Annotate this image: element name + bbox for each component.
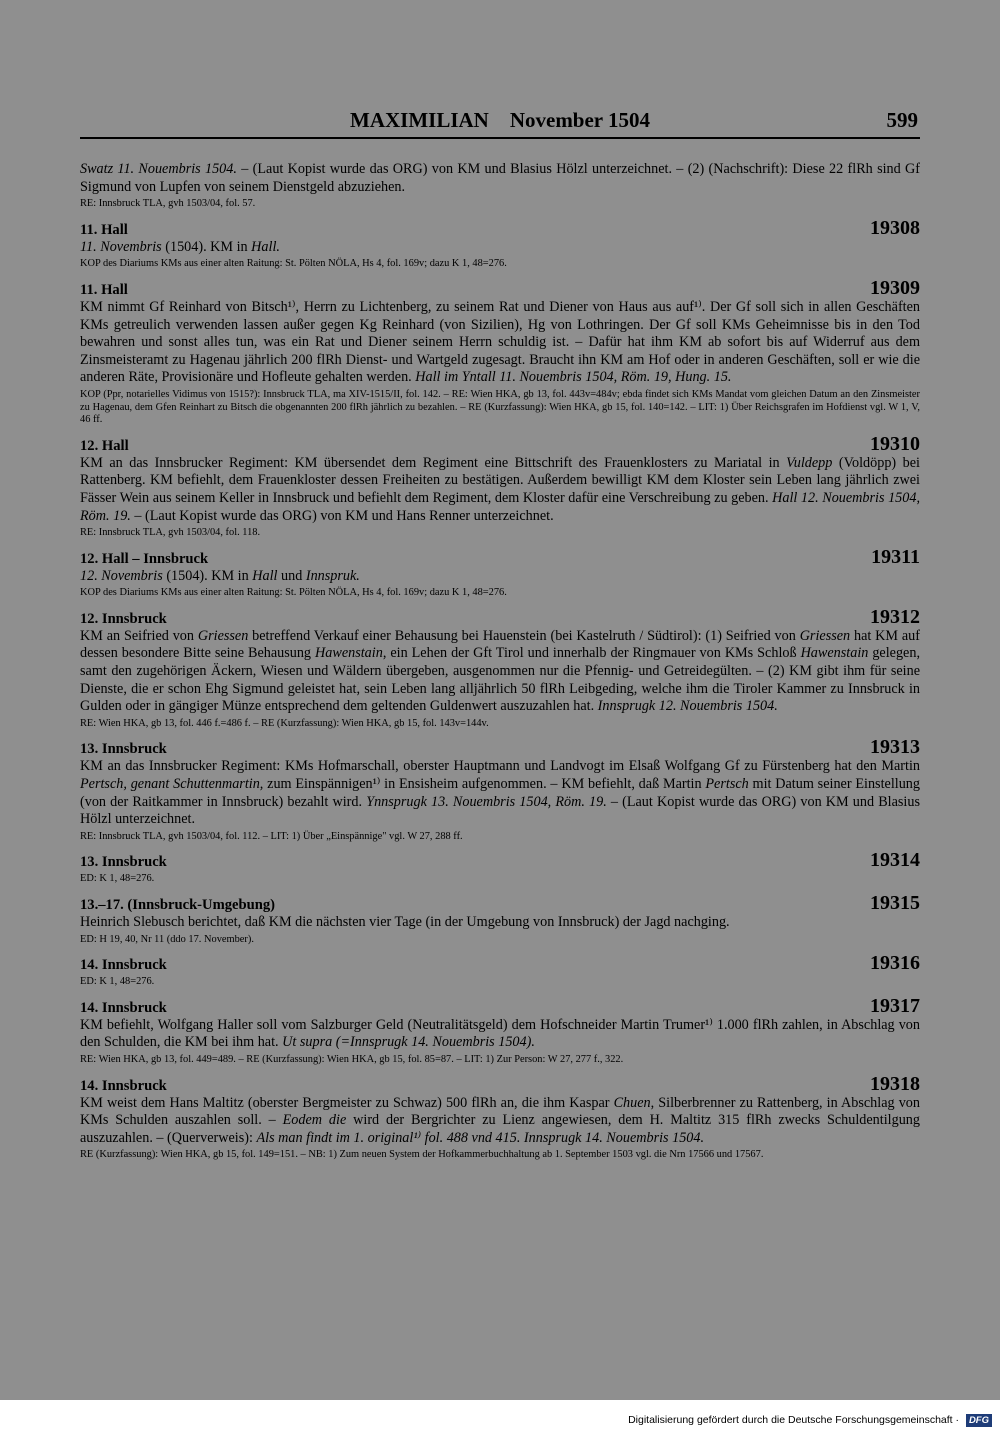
regest-entry bbox=[80, 432, 920, 540]
entry-source: KOP (Ppr, notarielles Vidimus von 1515?): Innsbruck TLA, ma XIV-1515/II, fol. 142. – RE: Wien HKA, gb 13, fol. 443v=484v; ebda findet sich KMs Mandat vom gleichen Datum an den Zinsmeister zu Hagenau, dem Gfen Reinhart zu Bitsch die obgenannten 200 flRh jährlich zu bezahlen. – RE (Kurzfassung): Wien HKA, gb 15, fol. 140=142. – LIT: 1) Über Reichsgrafen im Hofdienst vgl. W 1, V, 46 ff. bbox=[80, 388, 920, 426]
page-title: MAXIMILIAN November 1504 bbox=[350, 108, 650, 132]
text-run: KM weist dem Hans Maltitz (oberster Bergmeister zu Schwaz) 500 flRh an, die ihm Kaspar bbox=[80, 1094, 614, 1111]
text-run: und bbox=[277, 567, 306, 584]
entry-heading bbox=[80, 605, 920, 628]
entry-date-place: 14. Innsbruck bbox=[80, 957, 167, 974]
text-run: KM an Seifried von bbox=[80, 627, 198, 644]
text-run: (Voldöpp) bei Rattenberg. KM befiehlt, dem Frauenkloster dessen Freiheiten zu bestätigen. Außerdem bewilligt KM dem Kloster sein Leben lang jährlich zwei Fässer Wein aus seinem Keller in Innsbruck und befiehlt dem Regiment, dem Kloster dafür eine Verschreibung zu geben. bbox=[80, 454, 920, 506]
entry-number: 19311 bbox=[871, 545, 920, 568]
text-run: – (Laut Kopist wurde das ORG) von KM und Blasius Hölzl unterzeichnet. bbox=[80, 793, 920, 828]
entry-source: RE: Wien HKA, gb 13, fol. 446 f.=486 f. – RE (Kurzfassung): Wien HKA, gb 15, fol. 143v=144v. bbox=[80, 717, 489, 729]
entry-source: ED: H 19, 40, Nr 11 (ddo 17. November). bbox=[80, 933, 254, 945]
entry-heading bbox=[80, 851, 920, 871]
text-run: – (Laut Kopist wurde das ORG) von KM und Blasius Hölzl unterzeichnet. – (2) (Nachschrift): Diese 22 flRh sind Gf Sigmund von Lupfen von seinem Dienstgeld abzuziehen. bbox=[80, 161, 920, 195]
entry-source: KOP des Diariums KMs aus einer alten Raitung: St. Pölten NÖLA, Hs 4, fol. 169v; dazu K 1, 48=276. bbox=[80, 258, 507, 270]
entry-source: RE: Innsbruck TLA, gvh 1503/04, fol. 112. – LIT: 1) Über „Einspännige" vgl. W 27, 288 ff. bbox=[80, 830, 463, 842]
entry-heading bbox=[80, 216, 920, 239]
text-run: mit Datum seiner Einstellung (von der Raitkammer in Innsbruck) bezahlt wird. bbox=[80, 776, 920, 810]
entry-text bbox=[80, 455, 920, 525]
entry-number: 19309 bbox=[870, 276, 920, 299]
entry-date-place: 13. Innsbruck bbox=[80, 741, 167, 758]
text-run: zum Einspännigen¹⁾ in Ensisheim aufgenommen. – KM befiehlt, daß Martin bbox=[263, 776, 706, 793]
entry-number: 19317 bbox=[870, 994, 920, 1017]
entry-heading bbox=[80, 954, 920, 974]
text-run: (1504). KM in bbox=[162, 567, 253, 584]
text-run: (1504). KM in bbox=[161, 238, 252, 255]
italic-text-run: Pertsch, genant Schuttenmartin, bbox=[80, 776, 264, 793]
entry-heading bbox=[80, 738, 920, 758]
italic-text-run: Ut supra (=Innsprugk 14. Nouembris 1504). bbox=[282, 1034, 535, 1051]
italic-text-run: Hall 12. Nouembris 1504, Röm. 19. bbox=[80, 489, 920, 524]
italic-text-run: Hawenstain bbox=[800, 645, 869, 662]
regest-entry bbox=[80, 216, 920, 271]
italic-text-run: Chuen bbox=[613, 1094, 651, 1111]
regest-entry bbox=[80, 954, 920, 989]
entry-number: 19318 bbox=[870, 1072, 920, 1095]
entry-text bbox=[80, 758, 920, 828]
text-run: KM an das Innsbrucker Regiment: KM übersendet dem Regiment eine Bittschrift des Frauenklosters zu Mariatal in bbox=[80, 454, 787, 471]
entry-text bbox=[80, 568, 920, 586]
regest-entry bbox=[80, 894, 920, 946]
regesta-list bbox=[80, 161, 920, 1162]
entry-date-place: 12. Hall – Innsbruck bbox=[80, 550, 209, 567]
entry-number: 19308 bbox=[870, 216, 920, 239]
entry-date-place: 14. Innsbruck bbox=[80, 1077, 167, 1094]
entry-date-place: 11. Hall bbox=[80, 221, 128, 238]
italic-text-run: Pertsch bbox=[705, 776, 749, 793]
entry-heading bbox=[80, 432, 920, 455]
italic-text-run: Swatz 11. Nouembris 1504. bbox=[80, 161, 237, 177]
intro-continuation bbox=[80, 161, 920, 211]
entry-number: 19315 bbox=[870, 892, 920, 914]
text-run: KM an das Innsbrucker Regiment: KMs Hofmarschall, oberster Hauptmann und Landvogt im Elsaß Wolfgang Gf zu Fürstenberg hat den Martin bbox=[80, 758, 920, 775]
italic-text-run: Griessen bbox=[799, 627, 851, 644]
intro-text bbox=[80, 161, 920, 196]
italic-text-run: Hall bbox=[252, 567, 278, 584]
italic-text-run: Ynnsprugk 13. Nouembris 1504, Röm. 19. bbox=[366, 793, 607, 810]
entry-text bbox=[80, 299, 920, 387]
entry-number: 19313 bbox=[870, 736, 920, 759]
entry-heading bbox=[80, 1072, 920, 1095]
italic-text-run: Griessen bbox=[197, 627, 249, 644]
text-run: Heinrich Slebusch berichtet, daß KM die nächsten vier Tage (in der Umgebung von Innsbruck) der Jagd nachging. bbox=[80, 914, 730, 930]
entry-date-place: 13. Innsbruck bbox=[80, 854, 167, 871]
entry-source: RE: Innsbruck TLA, gvh 1503/04, fol. 118. bbox=[80, 527, 261, 539]
entry-heading bbox=[80, 894, 920, 914]
entry-date-place: 14. Innsbruck bbox=[80, 999, 167, 1016]
page-header bbox=[80, 108, 920, 138]
entry-number: 19312 bbox=[870, 605, 920, 628]
regest-entry bbox=[80, 994, 920, 1067]
italic-text-run: Innsprugk 12. Nouembris 1504. bbox=[597, 698, 778, 715]
entry-text bbox=[80, 239, 920, 257]
entry-source: RE (Kurzfassung): Wien HKA, gb 15, fol. 149=151. – NB: 1) Zum neuen System der Hofkammerbuchhaltung ab 1. September 1503 vgl. die Nrn 17566 und 17567. bbox=[80, 1149, 764, 1161]
dfg-logo-icon: DFG bbox=[966, 1414, 992, 1427]
regest-entry bbox=[80, 1072, 920, 1162]
entry-date-place: 11. Hall bbox=[80, 281, 128, 298]
entry-number: 19310 bbox=[870, 432, 920, 455]
header-rule bbox=[80, 137, 920, 139]
italic-text-run: Hawenstain bbox=[315, 645, 383, 662]
text-run: – (Laut Kopist wurde das ORG) von KM und Hans Renner unterzeichnet. bbox=[130, 507, 554, 524]
text-run: , Silberbrenner zu Rattenberg, in Abschlag von KMs Schulden auszahlen soll. – bbox=[80, 1094, 920, 1129]
page-number: 599 bbox=[886, 108, 918, 132]
regest-entry bbox=[80, 851, 920, 886]
text-run: betreffend Verkauf einer Behausung bei Hauenstein (bei Kastelruth / Südtirol): (1) Seifried von bbox=[248, 627, 800, 644]
text-run: gelegen, samt den zugehörigen Äckern, Wiesen und Wäldern übergeben, ausgenommen nur die Pfennig- und Getreidegülten. – (2) KM gibt ihm für seine Dienste, die er schon Ehg Sigmund geleistet hat, sein Leben lang alljährlich 50 flRh Leibgeding, welche ihm die Tiroler Kammer zu Innsbruck in Gulden oder in gängiger Münze entsprechend dem geltenden Guldenwert auszuzahlen hat. bbox=[80, 645, 920, 715]
italic-text-run: 11. Novembris bbox=[80, 238, 162, 255]
entry-source: RE: Wien HKA, gb 13, fol. 449=489. – RE (Kurzfassung): Wien HKA, gb 15, fol. 85=87. – LIT: 1) Zur Person: W 27, 277 f., 322. bbox=[80, 1053, 624, 1065]
regest-entry bbox=[80, 738, 920, 843]
italic-text-run: 12. Novembris bbox=[80, 567, 163, 584]
text-run: KM befiehlt, Wolfgang Haller soll vom Salzburger Geld (Neutralitätsgeld) dem Hofschneider Martin Trumer¹⁾ 1.000 flRh zahlen, in Abschlag von den Schulden, die KM bei ihm hat. bbox=[80, 1016, 920, 1051]
entry-heading bbox=[80, 545, 920, 568]
entry-text bbox=[80, 1095, 920, 1148]
text-run: , ein Lehen der Gft Tirol und innerhalb der Ringmauer von KMs Schloß bbox=[382, 645, 801, 662]
regest-entry bbox=[80, 276, 920, 427]
entry-text bbox=[80, 914, 920, 932]
entry-date-place: 12. Hall bbox=[80, 437, 129, 454]
text-run: hat KM auf dessen besondere Bitte seine Behausung bbox=[80, 627, 921, 662]
entry-heading bbox=[80, 994, 920, 1017]
text-run: wird der Bergrichter zu Lienz angewiesen, dem H. Maltitz 315 flRh zwecks Schuldentilgung auszuzahlen. – (Querverweis): bbox=[80, 1112, 920, 1146]
entry-source: ED: K 1, 48=276. bbox=[80, 873, 155, 885]
intro-source: RE: Innsbruck TLA, gvh 1503/04, fol. 57. bbox=[80, 198, 256, 210]
regest-entry bbox=[80, 545, 920, 600]
entry-source: KOP des Diariums KMs aus einer alten Raitung: St. Pölten NÖLA, Hs 4, fol. 169v; dazu K 1, 48=276. bbox=[80, 587, 507, 599]
footer-text: Digitalisierung gefördert durch die Deutsche Forschungsgemeinschaft bbox=[628, 1414, 953, 1426]
regest-entry bbox=[80, 605, 921, 731]
entry-number: 19316 bbox=[870, 952, 920, 975]
italic-text-run: Eodem die bbox=[282, 1112, 347, 1129]
entry-date-place: 13.–17. (Innsbruck-Umgebung) bbox=[80, 897, 276, 913]
italic-text-run: Als man findt im 1. original¹⁾ fol. 488 vnd 415. Innsprugk 14. Nouembris 1504. bbox=[256, 1129, 705, 1146]
entry-heading bbox=[80, 276, 920, 299]
entry-source: ED: K 1, 48=276. bbox=[80, 976, 155, 988]
text-run: KM nimmt Gf Reinhard von Bitsch¹⁾, Herrn zu Lichtenberg, zu seinem Rat und Diener von Haus aus auf¹⁾. Der Gf soll sich in allen Geschäften KMs getreulich verwenden lassen außer gegen Kg Reinhard (von Sizilien), Hg von Lothringen. Der Gf soll KMs Geheimnisse bis in den Tod bewahren und sonst alles tun, was ein Rat und Diener seinem Herrn schuldig ist. – Dafür hat ihm KM ab sofort bis auf Widerruf aus dem Zinsmeisteramt zu Hagenau jährlich 200 flRh Dienst- und Wartgeld zugesagt. Braucht ihn KM am Hof oder in anderen Geschäften, soll er wie die anderen Räte, Provisionäre und Hofleute gehalten werden. bbox=[80, 298, 920, 386]
italic-text-run: Hall im Yntall 11. Nouembris 1504, Röm. 19, Hung. 15. bbox=[415, 369, 732, 386]
italic-text-run: Vuldepp bbox=[786, 454, 833, 471]
entry-text bbox=[80, 1017, 920, 1052]
footer-credit: Digitalisierung gefördert durch die Deutsche Forschungsgemeinschaft · DFG bbox=[628, 1412, 992, 1428]
entry-text bbox=[80, 628, 920, 716]
entry-number: 19314 bbox=[870, 849, 920, 872]
italic-text-run: Hall. bbox=[251, 238, 280, 255]
italic-text-run: Innspruk. bbox=[305, 567, 360, 584]
entry-date-place: 12. Innsbruck bbox=[80, 610, 167, 627]
